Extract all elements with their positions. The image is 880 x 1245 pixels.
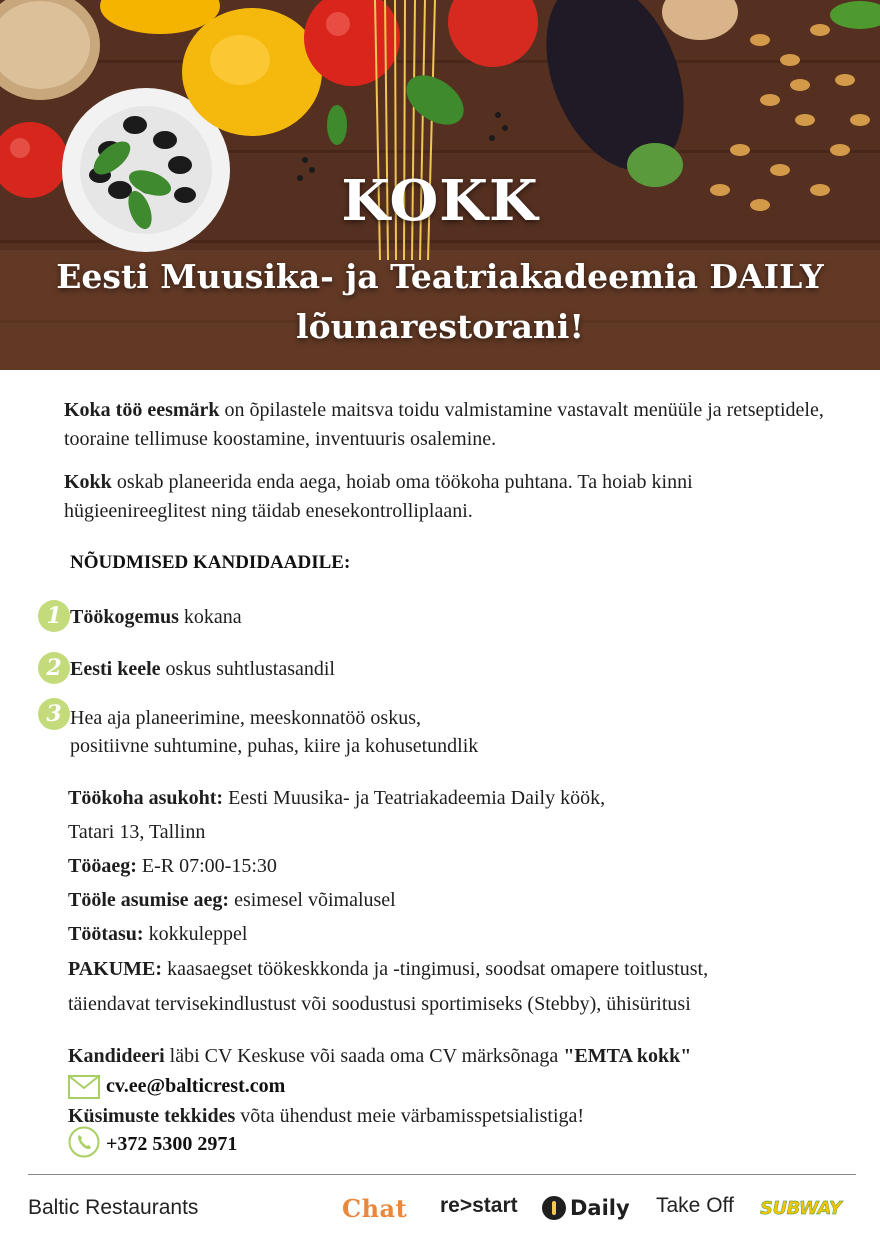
apply-bold: Kandideeri <box>68 1045 165 1067</box>
company-logo: Baltic Restaurants <box>28 1196 199 1219</box>
requirement-line-1: Hea aja planeerimine, meeskonnatöö oskus, <box>70 707 421 729</box>
hero-subtitle <box>30 252 850 352</box>
phone-link[interactable]: +372 5300 2971 <box>106 1133 238 1155</box>
daily-logo-text: Daily <box>570 1196 630 1220</box>
start-label: Tööle asumise aeg: <box>68 889 230 911</box>
hero-banner <box>0 0 880 370</box>
number-badge-2: 2 <box>38 652 70 684</box>
requirement-rest: oskus suhtlustasandil <box>160 658 335 680</box>
requirement-bold: Eesti keele <box>70 658 161 680</box>
daily-logo-icon <box>542 1196 566 1220</box>
requirement-text <box>70 655 830 683</box>
intro-p2-text: oskab planeerida enda aega, hoiab oma töökoha puhtana. Ta hoiab kinni hügieenireeglitest ning täidab enesekontrolliplaani. <box>64 471 693 522</box>
offer-label: PAKUME: <box>68 958 163 980</box>
requirement-rest: kokana <box>178 606 242 628</box>
phone-icon <box>68 1126 100 1162</box>
chat-logo: Chat <box>342 1194 408 1223</box>
questions-line <box>68 1102 858 1130</box>
hours-value: E-R 07:00-15:30 <box>136 855 277 877</box>
daily-logo <box>542 1196 630 1220</box>
salary-line <box>68 920 858 948</box>
location-value: Eesti Muusika- ja Teatriakadeemia Daily köök, <box>223 787 606 809</box>
mail-icon <box>68 1075 100 1103</box>
start-line <box>68 886 858 914</box>
email-link[interactable]: cv.ee@balticrest.com <box>106 1075 286 1097</box>
requirement-text <box>70 704 830 760</box>
requirements-heading: NÕUDMISED KANDIDAADILE: <box>70 552 351 573</box>
hero-subtitle-line1: Eesti Muusika- ja Teatriakadeemia DAILY <box>56 257 824 296</box>
apply-keyword: "EMTA kokk" <box>563 1045 692 1067</box>
intro-p2-bold: Kokk <box>64 471 112 493</box>
intro-paragraph-2 <box>64 468 834 526</box>
location-line <box>68 784 858 812</box>
apply-text: läbi CV Keskuse või saada oma CV märksõnaga <box>164 1045 564 1067</box>
offer-line-2: täiendavat tervisekindlustust või soodustusi sportimiseks (Stebby), ühisüritusi <box>68 993 691 1015</box>
requirement-text <box>70 603 830 631</box>
footer-divider <box>28 1174 856 1175</box>
intro-paragraph-1 <box>64 396 834 454</box>
apply-line <box>68 1042 858 1070</box>
restart-logo: re>start <box>440 1194 518 1217</box>
requirement-bold: Töökogemus <box>70 606 179 628</box>
takeoff-logo: Take Off <box>656 1194 734 1217</box>
hero-subtitle-line2: lõunarestorani! <box>296 307 584 346</box>
questions-text: võta ühendust meie värbamisspetsialistiga! <box>235 1105 585 1127</box>
number-badge-3: 3 <box>38 698 70 730</box>
questions-bold: Küsimuste tekkides <box>68 1105 236 1127</box>
offer-value: kaasaegset töökeskkonda ja -tingimusi, soodsat omapere toitlustust, <box>162 958 709 980</box>
start-value: esimesel võimalusel <box>229 889 396 911</box>
offer-line <box>68 955 858 983</box>
hours-line <box>68 852 858 880</box>
requirement-line-2: positiivne suhtumine, puhas, kiire ja kohusetundlik <box>70 735 479 757</box>
location-label: Töökoha asukoht: <box>68 787 224 809</box>
subway-logo: SUBWAY <box>760 1198 842 1219</box>
number-badge-1: 1 <box>38 600 70 632</box>
job-title: KOKK <box>341 168 539 234</box>
intro-p1-text: on õpilastele maitsva toidu valmistamine vastavalt menüüle ja retseptidele, tooraine tellimuse koostamine, inventuuris osalemine. <box>64 399 824 450</box>
salary-value: kokkuleppel <box>143 923 248 945</box>
location-address: Tatari 13, Tallinn <box>68 821 206 843</box>
intro-p1-bold: Koka töö eesmärk <box>64 399 220 421</box>
salary-label: Töötasu: <box>68 923 144 945</box>
hours-label: Tööaeg: <box>68 855 137 877</box>
